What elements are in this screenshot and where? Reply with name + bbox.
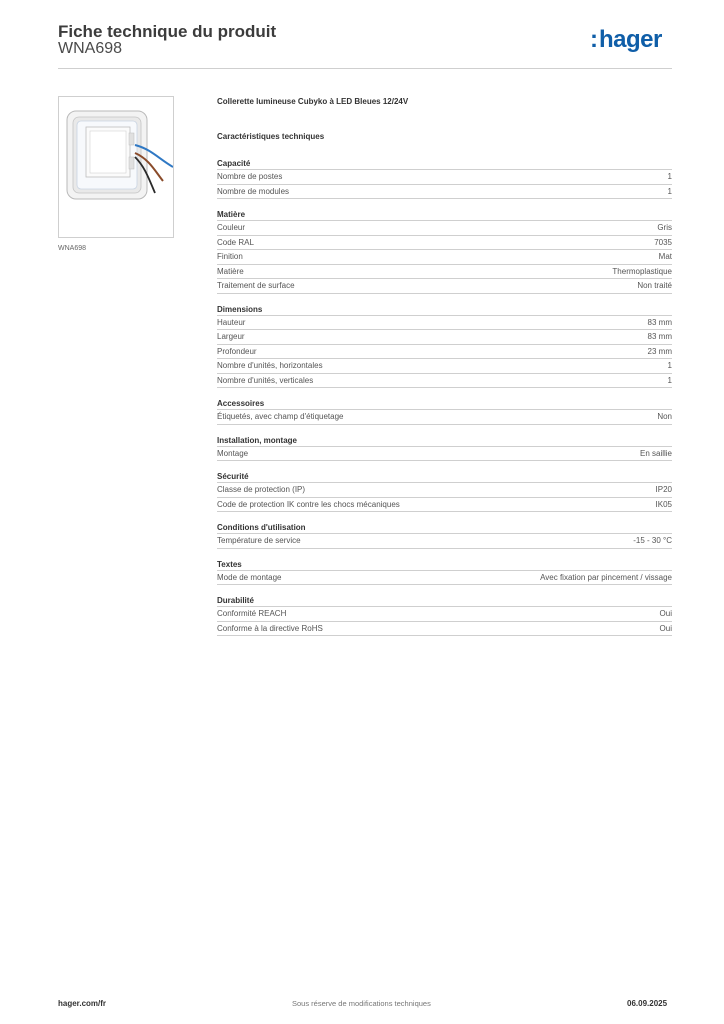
section-title: Capacité xyxy=(217,158,672,170)
hager-logo xyxy=(590,28,662,52)
spec-label: Traitement de surface xyxy=(217,281,295,290)
product-reference: WNA698 xyxy=(58,40,123,57)
spec-label: Température de service xyxy=(217,536,301,545)
spec-section xyxy=(217,398,672,425)
spec-label: Code RAL xyxy=(217,237,254,247)
spec-value: -15 - 30 °C xyxy=(633,536,672,545)
spec-section xyxy=(217,158,672,199)
spec-value: 1 xyxy=(667,186,672,196)
spec-value: 1 xyxy=(667,172,672,181)
spec-row xyxy=(217,265,672,280)
spec-section xyxy=(217,559,672,586)
spec-value: Oui xyxy=(659,609,672,618)
spec-label: Nombre de modules xyxy=(217,186,290,196)
spec-row xyxy=(217,359,672,374)
section-title: Conditions d'utilisation xyxy=(217,522,672,534)
logo-colon: : xyxy=(590,26,598,53)
page-title: Fiche technique du produit xyxy=(58,22,277,41)
spec-section xyxy=(217,209,672,294)
spec-label: Largeur xyxy=(217,332,245,341)
spec-label: Matière xyxy=(217,266,244,276)
section-title: Durabilité xyxy=(217,595,672,607)
spec-value: Non xyxy=(657,412,672,421)
header-divider xyxy=(58,68,672,69)
section-title: Matière xyxy=(217,209,672,221)
spec-row xyxy=(217,170,672,185)
section-title: Sécurité xyxy=(217,471,672,483)
spec-label: Nombre d'unités, verticales xyxy=(217,375,314,385)
footer-disclaimer: Sous réserve de modifications techniques xyxy=(292,999,431,1008)
spec-row xyxy=(217,250,672,265)
spec-row xyxy=(217,607,672,622)
spec-section xyxy=(217,471,672,512)
spec-value: 23 mm xyxy=(647,346,672,356)
spec-value: Gris xyxy=(657,223,672,232)
spec-row xyxy=(217,447,672,462)
spec-value: IK05 xyxy=(655,499,672,509)
spec-value: Oui xyxy=(659,623,672,633)
image-caption: WNA698 xyxy=(58,245,87,252)
product-illustration xyxy=(59,97,173,237)
spec-value: Avec fixation par pincement / vissage xyxy=(540,572,672,582)
product-name: Collerette lumineuse Cubyko à LED Bleues 12/24V xyxy=(217,97,409,106)
footer-website: hager.com/fr xyxy=(58,999,107,1008)
spec-label: Classe de protection (IP) xyxy=(217,485,306,494)
spec-section xyxy=(217,522,672,549)
spec-row xyxy=(217,221,672,236)
spec-label: Profondeur xyxy=(217,346,257,356)
spec-row xyxy=(217,410,672,425)
spec-label: Conforme à la directive RoHS xyxy=(217,623,323,633)
spec-label: Nombre d'unités, horizontales xyxy=(217,361,323,370)
spec-row xyxy=(217,236,672,251)
spec-row xyxy=(217,185,672,200)
section-title: Dimensions xyxy=(217,304,672,316)
spec-value: 83 mm xyxy=(647,317,672,327)
spec-value: IP20 xyxy=(655,485,672,494)
spec-value: En saillie xyxy=(639,448,672,458)
technical-characteristics-heading: Caractéristiques techniques xyxy=(217,132,325,141)
spec-value: Thermoplastique xyxy=(612,266,672,276)
spec-row xyxy=(217,374,672,389)
spec-row xyxy=(217,622,672,637)
section-title: Accessoires xyxy=(217,398,672,410)
spec-row xyxy=(217,534,672,549)
spec-label: Étiquetés, avec champ d'étiquetage xyxy=(217,412,344,421)
product-image xyxy=(58,96,174,238)
spec-label: Mode de montage xyxy=(217,572,282,582)
spec-row xyxy=(217,483,672,498)
spec-section xyxy=(217,595,672,636)
spec-label: Finition xyxy=(217,252,243,261)
spec-content xyxy=(217,96,672,646)
spec-value: Non traité xyxy=(637,281,672,290)
footer-date: 06.09.2025 xyxy=(627,999,668,1008)
spec-row xyxy=(217,330,672,345)
spec-label: Code de protection IK contre les chocs mécaniques xyxy=(217,499,400,509)
spec-section xyxy=(217,304,672,389)
spec-label: Conformité REACH xyxy=(217,609,287,618)
spec-row xyxy=(217,571,672,586)
spec-value: Mat xyxy=(658,252,672,261)
spec-row xyxy=(217,345,672,360)
spec-value: 1 xyxy=(667,375,672,385)
spec-row xyxy=(217,316,672,331)
section-title: Installation, montage xyxy=(217,435,672,447)
section-title: Textes xyxy=(217,559,672,571)
logo-text: hager xyxy=(599,26,662,53)
spec-label: Montage xyxy=(217,448,249,458)
spec-row xyxy=(217,498,672,513)
spec-label: Couleur xyxy=(217,223,246,232)
spec-value: 7035 xyxy=(654,237,672,247)
spec-label: Hauteur xyxy=(217,317,246,327)
spec-sections xyxy=(217,158,672,636)
spec-section xyxy=(217,435,672,462)
spec-label: Nombre de postes xyxy=(217,172,283,181)
spec-value: 1 xyxy=(667,361,672,370)
spec-value: 83 mm xyxy=(647,332,672,341)
spec-row xyxy=(217,279,672,294)
